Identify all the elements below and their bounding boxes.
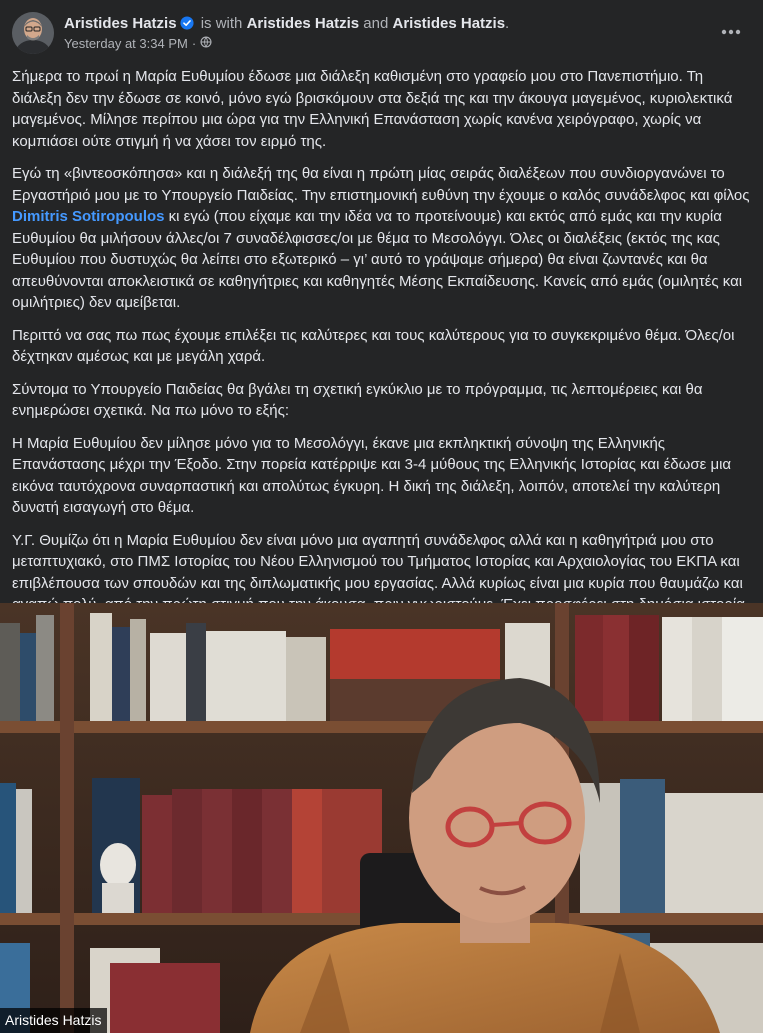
- post-meta: [64, 36, 212, 51]
- author-name[interactable]: Aristides Hatzis: [64, 15, 177, 32]
- author-line: [64, 14, 509, 35]
- mention-link[interactable]: Dimitris Sotiropoulos: [12, 208, 165, 225]
- participant-name-label: Aristides Hatzis: [0, 1008, 107, 1033]
- post-paragraph-2: [12, 163, 750, 314]
- tagged-person-1[interactable]: Aristides Hatzis: [246, 15, 360, 32]
- more-horizontal-icon: [721, 29, 741, 35]
- period-text: .: [505, 15, 510, 32]
- tagged-person-2[interactable]: Aristides Hatzis: [392, 15, 506, 32]
- globe-icon[interactable]: [200, 36, 212, 51]
- post-video-still[interactable]: [0, 603, 763, 1033]
- post-body: [12, 66, 750, 648]
- and-text: and: [363, 15, 389, 32]
- post-paragraph-5: Η Μαρία Ευθυμίου δεν μίλησε μόνο για το Μεσολόγγι, έκανε μια εκπληκτική σύνοψη της Ελληνικής Επανάστασης μέχρι την Έξοδο. Στην πορεία κατέρριψε και 3-4 μύθους της Ελληνικής Ιστορίας και έδωσε μια εικόνα ταυτόχρονα συναρπαστική και απολύτως έγκυρη. Η δική της διάλεξη, λοιπόν, αποτελεί την καλύτερη δυνατή εισαγωγή στο θέμα.: [12, 434, 732, 516]
- verified-badge-icon: [180, 16, 194, 35]
- post-paragraph-4: Σύντομα το Υπουργείο Παιδείας θα βγάλει τη σχετική εγκύκλιο με το πρόγραμμα, τις λεπτομέρειες και θα ενημερώσει σχετικά. Να πω μόνο το εξής:: [12, 380, 703, 419]
- post-timestamp[interactable]: Yesterday at 3:34 PM: [64, 36, 188, 51]
- more-options-button[interactable]: [713, 18, 749, 46]
- video-frame-image: [0, 603, 763, 1033]
- post-paragraph-2-start: Εγώ τη «βιντεοσκόπησα» και η διάλεξή της θα είναι η πρώτη μίας σειράς διαλέξεων που συνδιοργανώνει το Εργαστήριό μου με το Υπουργείο Παιδείας. Την επιστημονική ευθύνη την έχουμε ο καλός συνάδελφος και φίλος: [12, 165, 750, 204]
- post-paragraph-2-end: κι εγώ (που είχαμε και την ιδέα να το προτείνουμε) και εκτός από εμάς και την κυρία Ευθυμίου θα μιλήσουν άλλες/οι 7 συναδέλφισσες/οι με θέμα το Μεσολόγγι. Όλες οι διαλέξεις (εκτός της κας Ευθυμίου που δυστυχώς θα λείπει στο εξωτερικό – γι’ αυτό το γράψαμε σήμερα) θα είναι ζωντανές και θα απευθύνονται αποκλειστικά σε καθηγήτριες και καθηγητές Μέσης Εκπαίδευσης. Κανείς από εμάς (ομιλητές και ομιλήτριες) δεν αμείβεται.: [12, 208, 743, 311]
- with-text: is with: [200, 15, 243, 32]
- meta-separator: ·: [191, 36, 197, 51]
- post-header: [0, 0, 763, 60]
- post-paragraph-3: Περιττό να σας πω πως έχουμε επιλέξει τις καλύτερες και τους καλύτερους για το συγκεκριμένο θέμα. Όλες/οι δέχτηκαν αμέσως και με μεγάλη χαρά.: [12, 326, 735, 365]
- post-paragraph-6: Υ.Γ. Θυμίζω ότι η Μαρία Ευθυμίου δεν είναι μόνο μια αγαπητή συνάδελφος αλλά και η καθηγήτριά μου στο μεταπτυχιακό, στο ΠΜΣ Ιστορίας του Νέου Ελληνισμού του Τμήματος Ιστορίας και Αρχαιολογίας του ΕΚΠΑ και επιβλέπουσα των σπουδών και της διπλωματικής μου εργασίας. Αλλά κυρίως είναι μια κυρία που θαυμάζω και: [12, 531, 743, 592]
- author-avatar[interactable]: [12, 12, 54, 54]
- post-paragraph-1: Σήμερα το πρωί η Μαρία Ευθυμίου έδωσε μια διάλεξη καθισμένη στο γραφείο μου στο Πανεπιστήμιο. Τη διάλεξη δεν την έδωσε σε κοινό, μόνο εγώ βρισκόμουν στα δεξιά της και την άκουγα μαγεμένος, κυριολεκτικά μαγεμένος. Μίλησε περίπου μια ώρα για την Ελληνική Επανάσταση χωρίς κανένα χειρόγραφο, χωρίς να κομπιάσει ούτε στιγμή ή να χάσει τον ειρμό της.: [12, 68, 733, 150]
